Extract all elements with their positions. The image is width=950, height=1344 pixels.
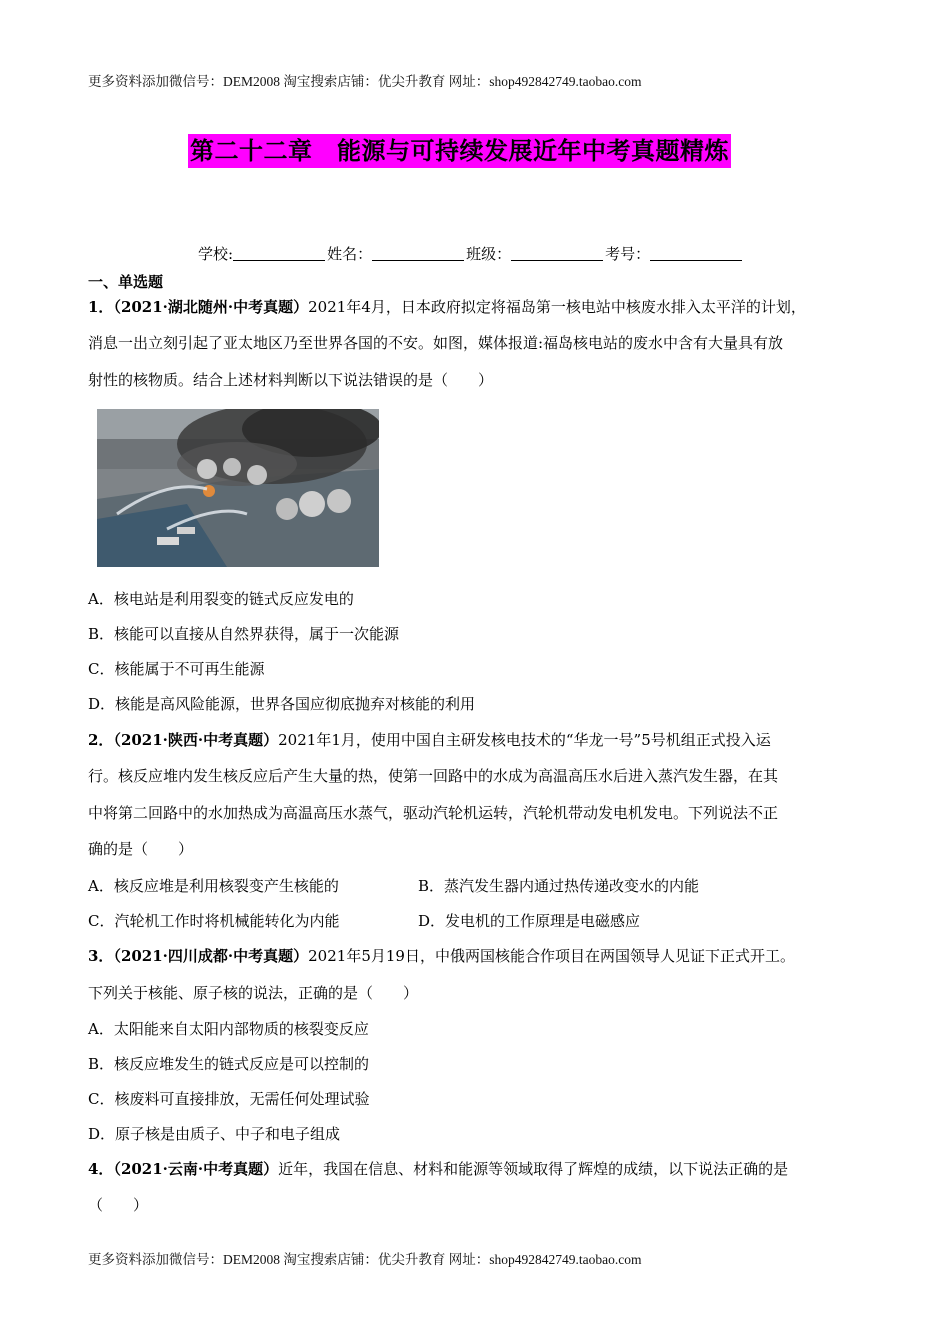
question-text: 2021年1月，使用中国自主研发核电技术的“华龙一号”5号机组正式投入运 <box>278 731 771 749</box>
school-blank <box>233 246 325 261</box>
question-1-option-d: D．核能是高风险能源，世界各国应彻底抛弃对核能的利用 <box>88 695 476 713</box>
section-heading: 一、单选题 <box>88 273 164 291</box>
class-label: 班级： <box>466 245 512 263</box>
question-2-option-d: D．发电机的工作原理是电磁感应 <box>418 912 641 930</box>
question-3-option-d: D．原子核是由质子、中子和电子组成 <box>88 1125 341 1143</box>
question-1-line-2: 消息一出立刻引起了亚太地区乃至世界各国的不安。如图，媒体报道:福岛核电站的废水中含有大量具有放 <box>88 334 784 352</box>
question-3-line-2: 下列关于核能、原子核的说法，正确的是（ ） <box>88 984 419 1002</box>
question-1-option-c: C．核能属于不可再生能源 <box>88 660 265 678</box>
question-1-option-b: B．核能可以直接从自然界获得，属于一次能源 <box>88 625 400 643</box>
question-source: （2021·四川成都·中考真题） <box>113 947 309 965</box>
question-2-line-4: 确的是（ ） <box>88 840 194 858</box>
question-1-option-a: A．核电站是利用裂变的链式反应发电的 <box>88 590 354 608</box>
question-2-option-b: B．蒸汽发生器内通过热传递改变水的内能 <box>418 877 700 895</box>
question-1-line-1 <box>88 296 806 317</box>
question-2-line-3: 中将第二回路中的水加热成为高温高压水蒸气，驱动汽轮机运转，汽轮机带动发电机发电。下列说法不正 <box>88 804 779 822</box>
chapter-title: 第二十二章 能源与可持续发展近年中考真题精炼 <box>188 134 731 168</box>
question-1-line-3: 射性的核物质。结合上述材料判断以下说法错误的是（ ） <box>88 371 494 389</box>
question-number: 2． <box>88 731 114 749</box>
school-label: 学校: <box>198 245 234 263</box>
name-blank <box>372 246 464 261</box>
question-number: 1． <box>88 298 114 316</box>
question-text: 2021年5月19日，中俄两国核能合作项目在两国领导人见证下正式开工。 <box>308 947 795 965</box>
question-4-line-1 <box>88 1158 788 1179</box>
name-label: 姓名： <box>327 245 373 263</box>
question-2-option-a: A．核反应堆是利用核裂变产生核能的 <box>88 877 339 895</box>
question-2-line-1 <box>88 729 771 750</box>
exam-no-blank <box>650 246 742 261</box>
student-info-row <box>198 243 744 264</box>
question-text: 2021年4月，日本政府拟定将福岛第一核电站中核废水排入太平洋的计划， <box>308 298 806 316</box>
question-4-line-2: （ ） <box>88 1196 149 1214</box>
exam-no-label: 考号： <box>605 245 651 263</box>
question-text: 近年，我国在信息、材料和能源等领域取得了辉煌的成绩，以下说法正确的是 <box>278 1160 789 1178</box>
question-number: 4． <box>88 1160 114 1178</box>
fukushima-plant-photo <box>97 409 379 567</box>
page-footer-note: 更多资料添加微信号：DEM2008 淘宝搜索店铺：优尖升教育 网址：shop492842749.taobao.com <box>88 1252 642 1267</box>
question-number: 3． <box>88 947 114 965</box>
question-source: （2021·陕西·中考真题） <box>113 731 279 749</box>
question-3-option-c: C．核废料可直接排放，无需任何处理试验 <box>88 1090 370 1108</box>
class-blank <box>511 246 603 261</box>
question-source: （2021·湖北随州·中考真题） <box>113 298 309 316</box>
page-header-note: 更多资料添加微信号：DEM2008 淘宝搜索店铺：优尖升教育 网址：shop492842749.taobao.com <box>88 74 642 89</box>
question-2-line-2: 行。核反应堆内发生核反应后产生大量的热，使第一回路中的水成为高温高压水后进入蒸汽发生器，在其 <box>88 767 779 785</box>
question-3-option-a: A．太阳能来自太阳内部物质的核裂变反应 <box>88 1020 369 1038</box>
question-2-option-c: C．汽轮机工作时将机械能转化为内能 <box>88 912 340 930</box>
question-3-line-1 <box>88 945 795 966</box>
question-source: （2021·云南·中考真题） <box>113 1160 279 1178</box>
question-3-option-b: B．核反应堆发生的链式反应是可以控制的 <box>88 1055 370 1073</box>
